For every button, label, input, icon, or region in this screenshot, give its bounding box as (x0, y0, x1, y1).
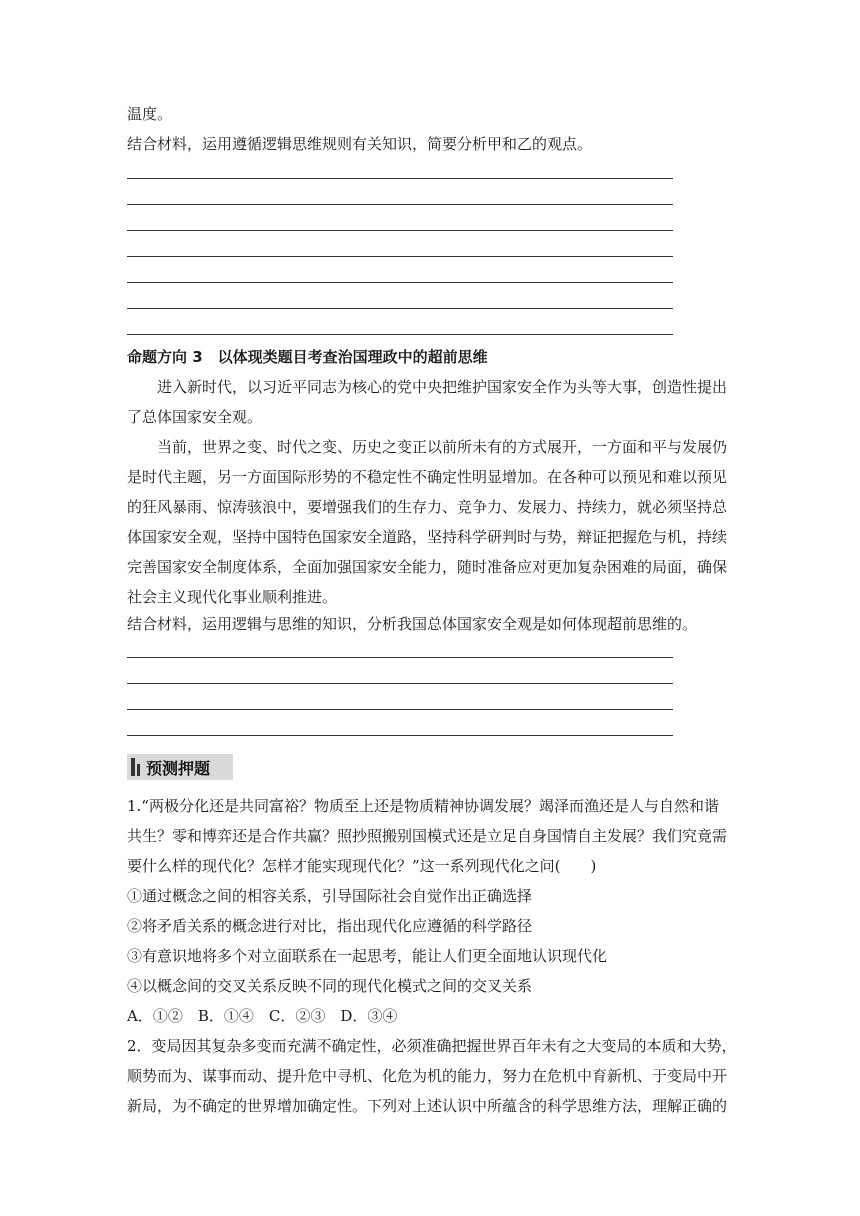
answer-line[interactable] (127, 204, 673, 205)
answer-line[interactable] (127, 683, 673, 684)
direction3-paragraph1-line: 了总体国家安全观。 (127, 408, 263, 426)
direction3-paragraph2-line: 的狂风暴雨、惊涛骇浪中，要增强我们的生存力、竞争力、发展力、持续力，就必须坚持总 (127, 498, 728, 516)
direction3-paragraph1-line: 进入新时代，以习近平同志为核心的党中央把维护国家安全作为头等大事，创造性提出 (157, 378, 728, 396)
direction3-paragraph2-line: 是时代主题，另一方面国际形势的不稳定性不确定性明显增加。在各种可以预见和难以预见 (127, 468, 728, 486)
section-badge (127, 754, 233, 780)
answer-line[interactable] (127, 657, 673, 658)
q1-stem-line: 共生？零和博弈还是合作共赢？照抄照搬别国模式还是立足自身国情自主发展？我们究竟需 (127, 827, 728, 845)
q2-stem-line: 2．变局因其复杂多变而充满不确定性，必须准确把握世界百年未有之大变局的本质和大势， (127, 1037, 737, 1055)
answer-line[interactable] (127, 308, 673, 309)
answer-line[interactable] (127, 178, 673, 179)
question-prompt-1: 结合材料，运用遵循逻辑思维规则有关知识，简要分析甲和乙的观点。 (127, 135, 593, 153)
q1-option: ①通过概念之间的相容关系，引导国际社会自觉作出正确选择 (127, 887, 533, 905)
answer-line[interactable] (127, 230, 673, 231)
answer-line[interactable] (127, 735, 673, 736)
direction3-paragraph2-line: 完善国家安全制度体系，全面加强国家安全能力，随时准备应对更加复杂困难的局面，确保 (127, 558, 728, 576)
q2-stem-line: 新局，为不确定的世界增加确定性。下列对上述认识中所蕴含的科学思维方法，理解正确的 (127, 1097, 728, 1115)
answer-line[interactable] (127, 334, 673, 335)
q1-option: ②将矛盾关系的概念进行对比，指出现代化应遵循的科学路径 (127, 917, 533, 935)
badge-bar-icon (137, 764, 140, 776)
section-badge-label: 预测押题 (146, 758, 211, 778)
q1-stem-line: 要什么样的现代化？怎样才能实现现代化？”这一系列现代化之问( ) (127, 857, 597, 875)
q1-option: ④以概念间的交叉关系反映不同的现代化模式之间的交叉关系 (127, 977, 533, 995)
direction3-heading: 命题方向 3 以体现类题目考查治国理政中的超前思维 (127, 348, 488, 366)
answer-line[interactable] (127, 282, 673, 283)
q2-stem-line: 顺势而为、谋事而动、提升危中寻机、化危为机的能力，努力在危机中育新机、于变局中开 (127, 1067, 728, 1085)
q1-option: ③有意识地将多个对立面联系在一起思考，能让人们更全面地认识现代化 (127, 947, 608, 965)
direction3-prompt: 结合材料，运用逻辑与思维的知识，分析我国总体国家安全观是如何体现超前思维的。 (127, 615, 698, 633)
direction3-paragraph2-line: 社会主义现代化事业顺利推进。 (127, 588, 338, 606)
answer-line[interactable] (127, 256, 673, 257)
q1-stem-line: 1.“两极分化还是共同富裕？物质至上还是物质精神协调发展？竭泽而渔还是人与自然和谐 (127, 797, 719, 815)
answer-line[interactable] (127, 709, 673, 710)
direction3-paragraph2-line: 当前，世界之变、时代之变、历史之变正以前所未有的方式展开，一方面和平与发展仍 (157, 438, 728, 456)
intro-tail-text: 温度。 (127, 105, 173, 123)
q1-choices: A．①② B．①④ C．②③ D．③④ (127, 1007, 398, 1025)
badge-bar-icon (131, 758, 135, 776)
direction3-paragraph2-line: 体国家安全观，坚持中国特色国家安全道路，坚持科学研判时与势，辩证把握危与机，持续 (127, 528, 728, 546)
